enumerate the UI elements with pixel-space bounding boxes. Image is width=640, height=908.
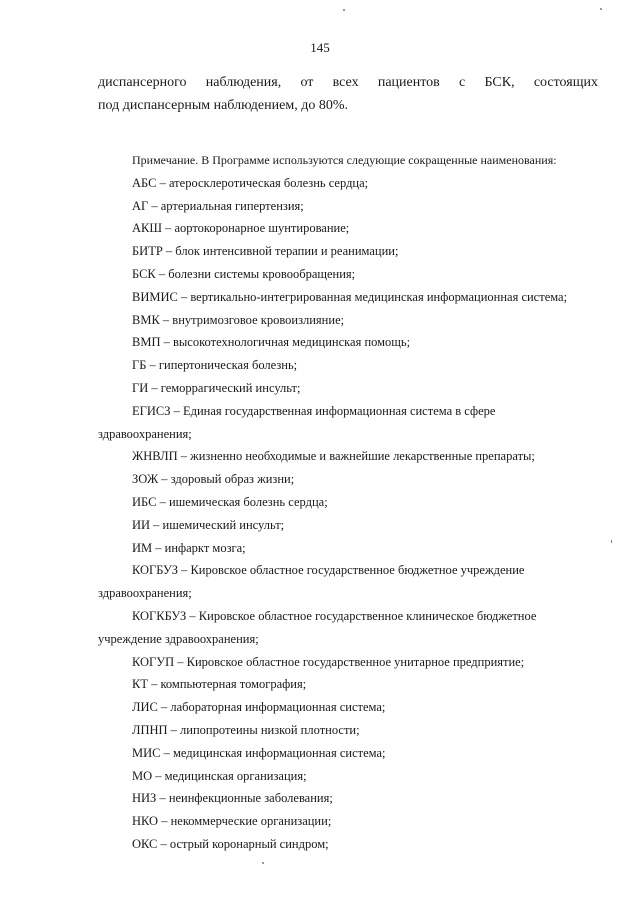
- page-number: 145: [310, 40, 330, 55]
- abbreviation-text: КОГУП – Кировское областное государственное унитарное предприятие;: [132, 654, 525, 669]
- abbreviation-text: ВМК – внутримозговое кровоизлияние;: [132, 312, 345, 327]
- abbreviation-item: [98, 195, 598, 218]
- abbreviation-text: ЕГИСЗ – Единая государственная информационная система в сфере: [132, 403, 496, 418]
- abbreviation-text: ОКС – острый коронарный синдром;: [132, 836, 329, 851]
- abbreviation-text: НИЗ – неинфекционные заболевания;: [132, 791, 333, 806]
- abbreviation-item: [98, 742, 598, 765]
- abbreviation-item: [98, 719, 598, 742]
- abbreviation-item: [98, 445, 598, 468]
- abbreviation-item: [98, 468, 598, 491]
- scan-speck: [262, 862, 264, 864]
- intro-word: с: [459, 75, 466, 90]
- abbreviation-text: ЗОЖ – здоровый образ жизни;: [132, 472, 295, 487]
- abbreviation-item: [98, 833, 598, 856]
- abbreviation-item: [98, 491, 598, 514]
- intro-word: наблюдения,: [205, 75, 282, 90]
- abbreviation-text: ИМ – инфаркт мозга;: [132, 540, 246, 555]
- abbreviation-text: ВМП – высокотехнологичная медицинская помощь;: [132, 335, 411, 350]
- abbreviation-text: ЛИС – лабораторная информационная система;: [132, 700, 386, 715]
- abbreviation-text: КТ – компьютерная томография;: [132, 677, 307, 692]
- abbreviation-item: [98, 263, 598, 286]
- abbreviation-text: ЖНВЛП – жизненно необходимые и важнейшие лекарственные препараты;: [132, 449, 535, 464]
- abbreviation-item: [98, 810, 598, 833]
- abbreviation-text: АБС – атеросклеротическая болезнь сердца;: [132, 175, 369, 190]
- abbreviation-text: ЛПНП – липопротеины низкой плотности;: [132, 722, 360, 737]
- abbreviation-text: МИС – медицинская информационная система;: [132, 745, 386, 760]
- abbreviation-item: [98, 605, 598, 628]
- note-header: [98, 149, 598, 172]
- abbreviation-item: [98, 309, 598, 332]
- abbreviation-item: [98, 331, 598, 354]
- abbreviation-text: здравоохранения;: [98, 426, 192, 441]
- abbreviation-text: здравоохранения;: [98, 586, 192, 601]
- abbreviation-continuation: [98, 582, 598, 605]
- abbreviation-item: [98, 172, 598, 195]
- intro-word: от: [300, 75, 314, 90]
- abbreviation-text: АГ – артериальная гипертензия;: [132, 198, 304, 213]
- abbreviations-note: [98, 149, 598, 856]
- abbreviation-text: ВИМИС – вертикально-интегрированная медицинская информационная система;: [132, 289, 568, 304]
- abbreviation-continuation: [98, 423, 598, 446]
- abbreviation-item: [98, 673, 598, 696]
- abbreviation-text: МО – медицинская организация;: [132, 768, 307, 783]
- abbreviation-text: АКШ – аортокоронарное шунтирование;: [132, 221, 350, 236]
- abbreviation-text: НКО – некоммерческие организации;: [132, 814, 332, 829]
- abbreviation-item: [98, 765, 598, 788]
- intro-word: пациентов: [377, 75, 440, 90]
- abbreviation-item: [98, 286, 598, 309]
- abbreviation-text: БИТР – блок интенсивной терапии и реанимации;: [132, 244, 399, 259]
- intro-word: БСК,: [484, 75, 515, 90]
- abbreviation-text: БСК – болезни системы кровообращения;: [132, 266, 356, 281]
- intro-line-2: под диспансерным наблюдением, до 80%.: [98, 98, 348, 113]
- abbreviation-item: [98, 651, 598, 674]
- note-header-text: Примечание. В Программе используются следующие сокращенные наименования:: [132, 153, 557, 167]
- abbreviation-item: [98, 537, 598, 560]
- intro-word: состоящих: [533, 75, 598, 90]
- abbreviation-item: [98, 217, 598, 240]
- abbreviation-item: [98, 514, 598, 537]
- abbreviation-text: КОГКБУЗ – Кировское областное государственное клиническое бюджетное: [132, 608, 537, 623]
- abbreviation-item: [98, 559, 598, 582]
- abbreviation-item: [98, 240, 598, 263]
- abbreviation-text: ГИ – геморрагический инсульт;: [132, 380, 301, 395]
- abbreviation-text: ИИ – ишемический инсульт;: [132, 517, 285, 532]
- abbreviation-item: [98, 696, 598, 719]
- scan-speck: [611, 540, 612, 543]
- intro-line-1: [98, 71, 598, 94]
- intro-word: всех: [332, 75, 359, 90]
- abbreviation-item: [98, 354, 598, 377]
- scan-speck: [600, 8, 602, 10]
- abbreviation-text: КОГБУЗ – Кировское областное государственное бюджетное учреждение: [132, 563, 525, 578]
- abbreviation-text: ИБС – ишемическая болезнь сердца;: [132, 494, 328, 509]
- abbreviation-item: [98, 377, 598, 400]
- scan-speck: [343, 9, 345, 11]
- abbreviation-item: [98, 787, 598, 810]
- abbreviation-text: ГБ – гипертоническая болезнь;: [132, 358, 298, 373]
- abbreviation-text: учреждение здравоохранения;: [98, 631, 259, 646]
- abbreviation-item: [98, 400, 598, 423]
- abbreviation-continuation: [98, 628, 598, 651]
- intro-word: диспансерного: [98, 75, 187, 90]
